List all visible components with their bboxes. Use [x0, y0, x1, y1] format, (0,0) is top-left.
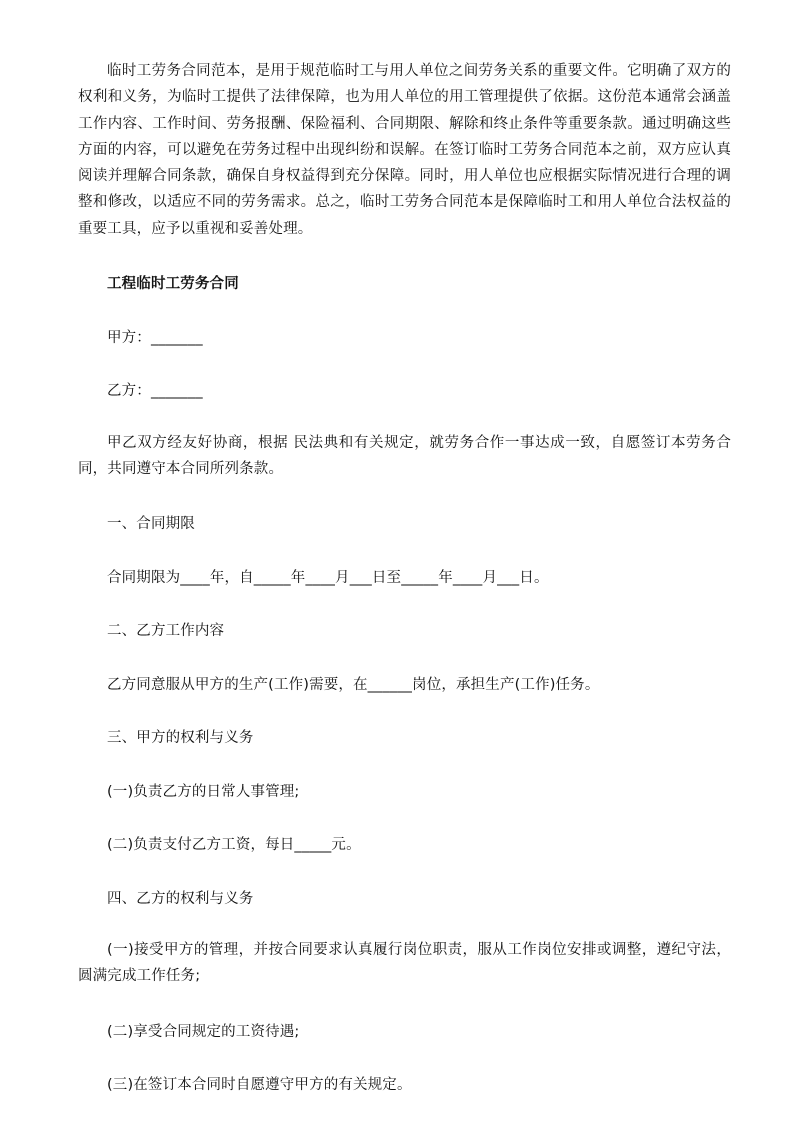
- contract-title: 工程临时工劳务合同: [107, 276, 239, 292]
- section2-text: 乙方同意服从甲方的生产(工作)需要，在______岗位，承担生产(工作)任务。: [107, 677, 600, 693]
- section2-heading: 二、乙方工作内容: [107, 623, 225, 639]
- section3-heading: 三、甲方的权利与义务: [107, 730, 254, 746]
- intro-paragraph: 临时工劳务合同范本，是用于规范临时工与用人单位之间劳务关系的重要文件。它明确了双方的权利和义务，为临时工提供了法律保障，也为用人单位的用工管理提供了依据。这份范本通常会涵盖工作内容、工作时间、劳务报酬、保险福利、合同期限、解除和终止条件等重要条款。通过明确这些方面的内容，可以避免在劳务过程中出现纠纷和误解。在签订临时工劳务合同范本之前，双方应认真阅读并理解合同条款，确保自身权益得到充分保障。同时，用人单位也应根据实际情况进行合理的调整和修改，以适应不同的劳务需求。总之，临时工劳务合同范本是保障临时工和用人单位合法权益的重要工具，应予以重视和妥善处理。: [78, 63, 731, 237]
- preamble-paragraph: 甲乙双方经友好协商，根据 民法典和有关规定，就劳务合作一事达成一致，自愿签订本劳务合同，共同遵守本合同所列条款。: [78, 435, 731, 478]
- section4-heading: 四、乙方的权利与义务: [107, 891, 254, 907]
- section3-item-1: (一)负责乙方的日常人事管理;: [107, 784, 300, 800]
- section4-item-3: (三)在签订本合同时自愿遵守甲方的有关规定。: [107, 1077, 412, 1093]
- section3-item-2: (二)负责支付乙方工资，每日_____元。: [107, 837, 361, 853]
- section4-item-2: (二)享受合同规定的工资待遇;: [107, 1024, 300, 1040]
- party-b-line: 乙方：_______: [107, 383, 203, 399]
- section4-item-1: (一)接受甲方的管理，并按合同要求认真履行岗位职责，服从工作岗位安排或调整，遵纪守法，圆满完成工作任务;: [78, 942, 731, 985]
- section1-text: 合同期限为____年，自_____年____月___日至_____年____月___日。: [107, 570, 549, 586]
- party-a-line: 甲方：_______: [107, 330, 203, 346]
- section1-heading: 一、合同期限: [107, 516, 195, 532]
